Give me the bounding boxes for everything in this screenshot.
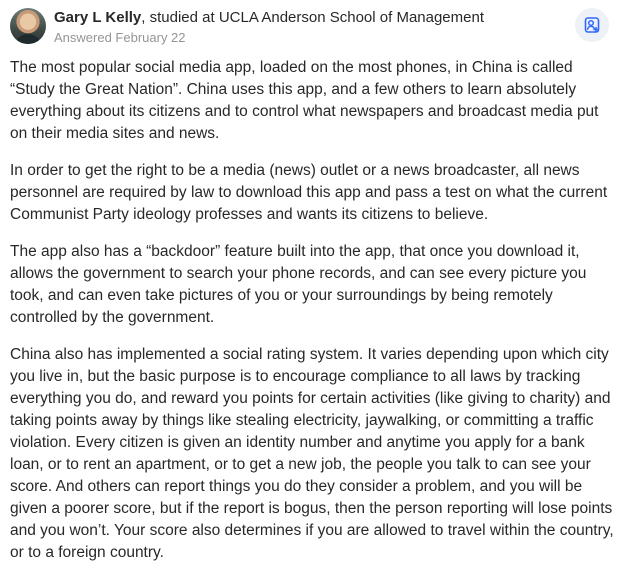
answer-paragraph-4: China also has implemented a social rating system. It varies depending upon which city you live in, but the basic purpose is to encourage compliance to all laws by tracking everything you do, and reward you points for certain activities (like giving to charity) and taking points away by things like stealing electricity, jaywalking, or committing a traffic violation. Every citizen is given an identity number and anytime you apply for a bank loan, or to rent an apartment, or to get a new job, the people you talk to can see your score. And others can report things you do they consider a problem, and you will be given a poorer score, but if the report is bogus, then the person reporting will lose points and you won’t. Your score also determines if you are allowed to travel within the country, or to a foreign country. [10,346,614,561]
author-name-link[interactable]: Gary L Kelly [54,9,142,26]
author-credential: , studied at UCLA Anderson School of Management [141,9,484,26]
answered-date[interactable]: Answered February 22 [54,30,186,45]
author-line [54,9,484,27]
author-avatar[interactable] [10,8,46,44]
answer-body [10,57,614,579]
answer-paragraph-2: In order to get the right to be a media (news) outlet or a news broadcaster, all news personnel are required by law to download this app and pass a test on what the current Communist Party ideology professes and wants its citizens to believe. [10,162,608,223]
person-add-icon [583,16,601,34]
answer-paragraph-3: The app also has a “backdoor” feature built into the app, that once you download it, allows the government to search your phone records, and can see every picture you took, and can even take pictures of you or your surroundings by being remotely controlled by the government. [10,243,587,326]
answer-paragraph-1: The most popular social media app, loaded on the most phones, in China is called “Study the Great Nation”. China uses this app, and a few others to learn absolutely everything about its citizens and to control what newspapers and broadcast media put on their media sites and news. [10,59,599,142]
answer-header [10,8,615,50]
follow-button[interactable] [575,8,609,42]
avatar-shoulders [14,34,42,44]
